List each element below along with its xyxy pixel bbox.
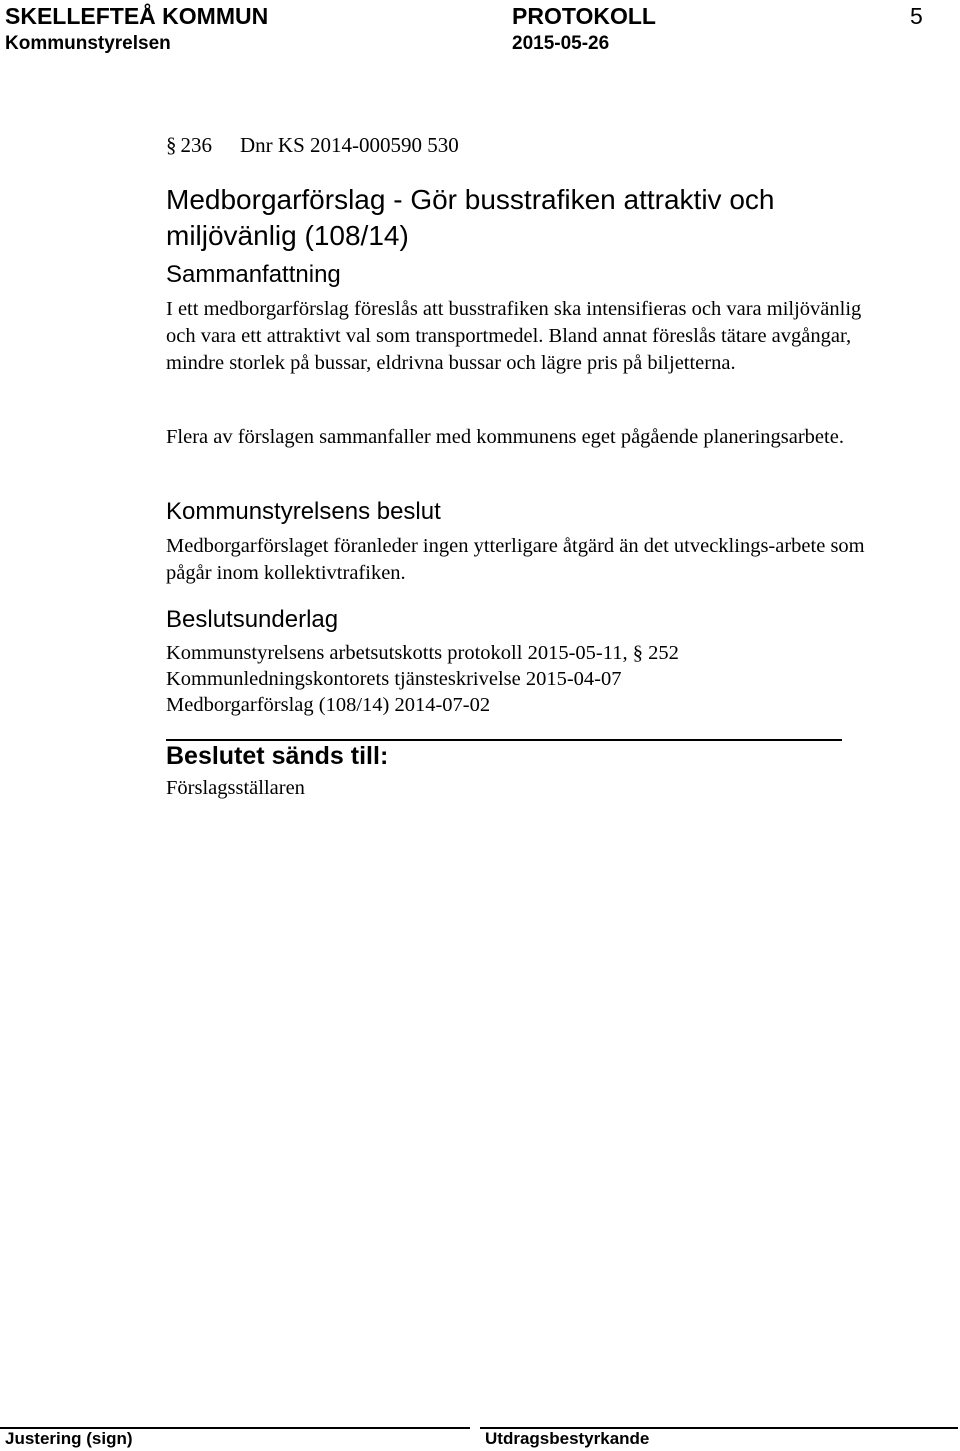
page-number: 5 bbox=[910, 3, 923, 29]
section-sign-icon: § bbox=[632, 642, 643, 664]
footer-signature-label: Justering (sign) bbox=[5, 1429, 133, 1448]
summary-paragraph-1: I ett medborgarförslag föreslås att busstrafiken ska intensifieras och vara miljövänlig och vara ett attraktivt val som transportmedel. Bland annat föreslås tätare avgångar, mindre storlek på bussar, eldrivna bussar och lägre pris på biljetterna. bbox=[166, 298, 862, 374]
paragraph-reference bbox=[166, 133, 459, 158]
registration-number: Dnr KS 2014-000590 530 bbox=[240, 133, 459, 157]
page-title: Medborgarförslag - Gör busstrafiken attraktiv och miljövänlig (108/14) bbox=[166, 184, 775, 251]
body-name: Kommunstyrelsen bbox=[5, 33, 171, 54]
sent-to-recipient: Förslagsställaren bbox=[166, 777, 305, 799]
basis-item: Kommunstyrelsens arbetsutskotts protokoll 2015-05-11, § 252 bbox=[166, 642, 679, 664]
document-type: PROTOKOLL bbox=[512, 3, 656, 29]
decision-heading: Kommunstyrelsens beslut bbox=[166, 498, 441, 525]
decision-text: Medborgarförslaget föranleder ingen ytterligare åtgärd än det utvecklings-arbete som pågår inom kollektivtrafiken. bbox=[166, 535, 865, 584]
organization-name: SKELLEFTEÅ KOMMUN bbox=[5, 3, 269, 29]
basis-heading: Beslutsunderlag bbox=[166, 606, 339, 633]
divider bbox=[166, 739, 842, 741]
summary-paragraph-2: Flera av förslagen sammanfaller med kommunens eget pågående planeringsarbete. bbox=[166, 426, 844, 448]
sent-to-heading: Beslutet sänds till: bbox=[166, 742, 389, 770]
section-sign-icon: § bbox=[166, 133, 177, 157]
paragraph-number: 236 bbox=[180, 133, 212, 157]
summary-heading: Sammanfattning bbox=[166, 261, 341, 288]
basis-item: Medborgarförslag (108/14) 2014-07-02 bbox=[166, 694, 491, 716]
basis-list bbox=[166, 640, 679, 718]
basis-item: Kommunledningskontorets tjänsteskrivelse 2015-04-07 bbox=[166, 668, 622, 690]
footer-certification-label: Utdragsbestyrkande bbox=[485, 1429, 650, 1448]
meeting-date: 2015-05-26 bbox=[512, 33, 610, 54]
